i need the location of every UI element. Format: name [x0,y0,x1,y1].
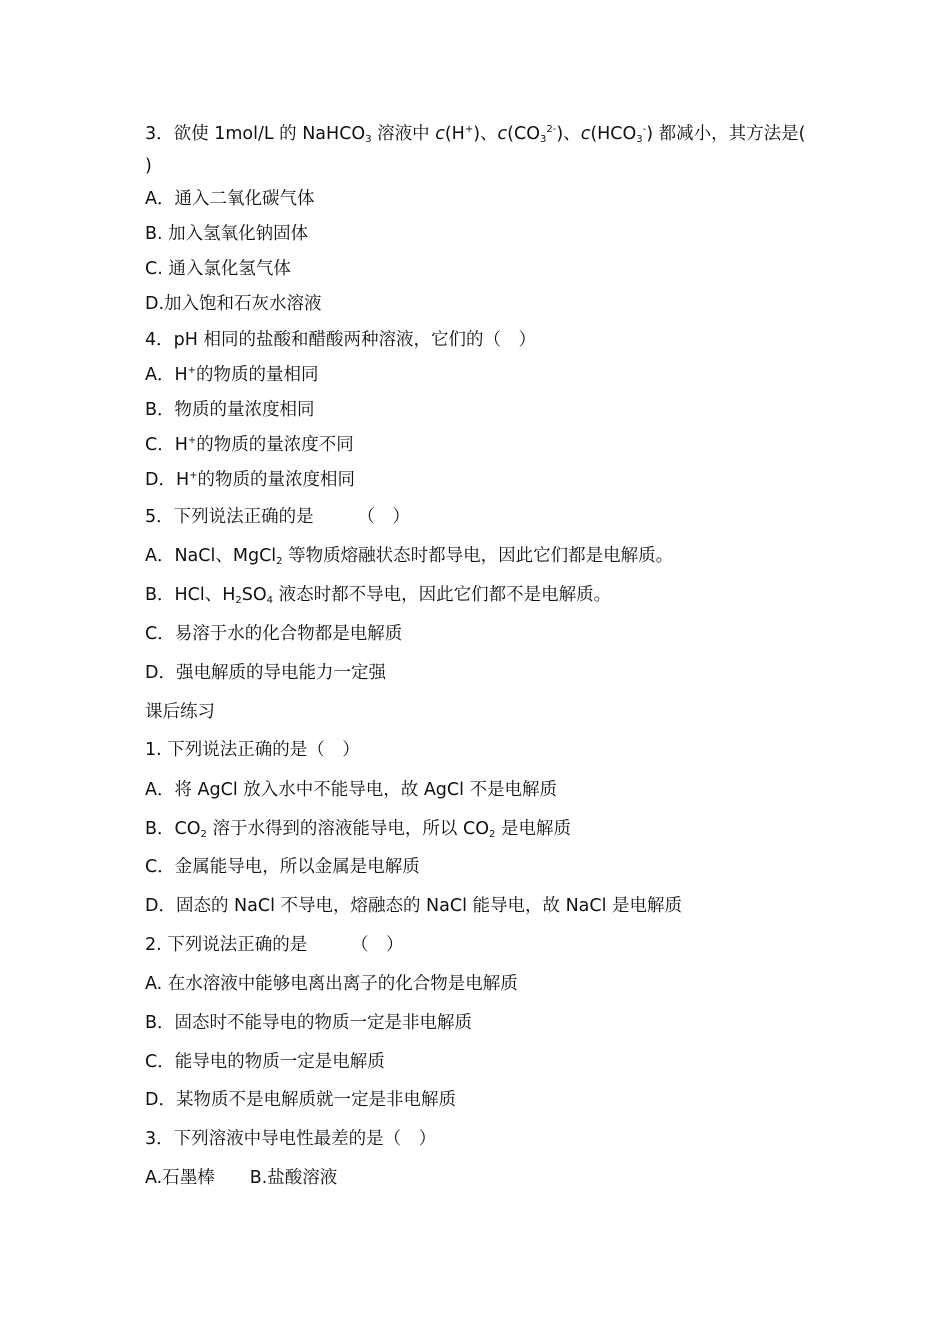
q5-a-sub: 2 [276,556,283,567]
q3-sub-3: 3 [636,134,643,145]
q3-option-d: D.加入饱和石灰水溶液 [145,294,322,314]
q5-option-b [145,583,611,607]
q3-option-b: B. 加入氢氧化钠固体 [145,224,309,244]
h2-option-d: D．某物质不是电解质就一定是非电解质 [145,1090,456,1110]
q3-text-1: 3．欲使 1mol/L 的 NaHCO [145,124,366,144]
q4-c-pre: C．H [145,435,188,455]
q5-a-text-1: A．NaCl、MgCl [145,546,277,566]
q5-b-sub-1: 2 [235,595,242,606]
q4-option-c [145,433,354,457]
q3-c-1: c [435,124,445,144]
q3-c-3: c [580,124,591,144]
q3-sub-1: 3 [365,134,372,145]
q5-b-text-1: B．HCl、H [145,585,236,605]
h1-b-sub-1: 2 [200,829,207,840]
q4-option-b: B．物质的量浓度相同 [145,400,315,420]
q4-option-a [145,363,319,387]
q5-b-text-2: SO [241,585,267,605]
q4-d-sup: + [189,470,198,481]
q4-c-sup: + [187,435,197,446]
q3-text-8: ) 都减小，其方法是( [646,124,806,144]
q4-stem: 4．pH 相同的盐酸和醋酸两种溶液，它们的（ ） [145,330,536,350]
q5-stem: 5．下列说法正确的是 （ ） [145,507,410,527]
q3-text-4: )、 [473,124,498,144]
q3-text-5: (CO [507,124,540,144]
h1-stem: 1. 下列说法正确的是（ ） [145,740,360,760]
q5-b-sub-2: 4 [266,595,274,606]
h1-option-d: D．固态的 NaCl 不导电，熔融态的 NaCl 能导电，故 NaCl 是电解质 [145,896,683,916]
q3-option-a: A．通入二氧化碳气体 [145,189,315,209]
q3-text-7: (HCO [590,124,637,144]
q3-option-c: C. 通入氯化氢气体 [145,259,291,279]
h1-b-text-3: 是电解质 [495,819,571,839]
h1-option-b [145,817,571,841]
q5-b-text-3: 液态时都不导电，因此它们都不是电解质。 [273,585,612,605]
q3-sup-2: 2- [546,124,557,135]
q3-text-3: (H [444,124,465,144]
h1-b-sub-2: 2 [489,829,496,840]
h3-options: A.石墨棒 B.盐酸溶液 [145,1168,338,1188]
h2-stem: 2. 下列说法正确的是 （ ） [145,935,404,955]
q5-a-text-2: 等物质熔融状态时都导电，因此它们都是电解质。 [282,546,674,566]
h2-option-a: A. 在水溶液中能够电离出离子的化合物是电解质 [145,974,518,994]
q4-option-d [145,468,355,492]
q3-text-2: 溶液中 [371,124,436,144]
h1-b-text-2: 溶于水得到的溶液能导电，所以 CO [206,819,489,839]
h2-option-b: B．固态时不能导电的物质一定是非电解质 [145,1013,473,1033]
q3-stem-cont: ) [145,156,152,176]
q3-sub-2: 3 [540,134,547,145]
q3-stem [145,122,806,146]
q3-c-2: c [497,124,508,144]
q4-d-pre: D．H [145,470,190,490]
q4-a-pre: A．H [145,365,188,385]
h1-b-text-1: B．CO [145,819,201,839]
q5-option-a [145,544,673,568]
q3-sup-3: - [642,124,647,135]
q3-text-6: )、 [556,124,581,144]
q4-a-sup: + [187,365,197,376]
h3-stem: 3．下列溶液中导电性最差的是（ ） [145,1129,437,1149]
h1-option-a: A．将 AgCl 放入水中不能导电，故 AgCl 不是电解质 [145,780,558,800]
q4-d-post: 的物质的量浓度相同 [197,470,356,490]
q3-sup-1: + [464,124,474,135]
q4-c-post: 的物质的量浓度不同 [196,435,354,455]
h1-option-c: C．金属能导电，所以金属是电解质 [145,857,420,877]
q4-a-post: 的物质的量相同 [196,365,319,385]
h2-option-c: C．能导电的物质一定是电解质 [145,1052,385,1072]
q5-option-d: D．强电解质的导电能力一定强 [145,663,386,683]
q5-option-c: C．易溶于水的化合物都是电解质 [145,624,403,644]
section-heading: 课后练习 [145,702,215,722]
